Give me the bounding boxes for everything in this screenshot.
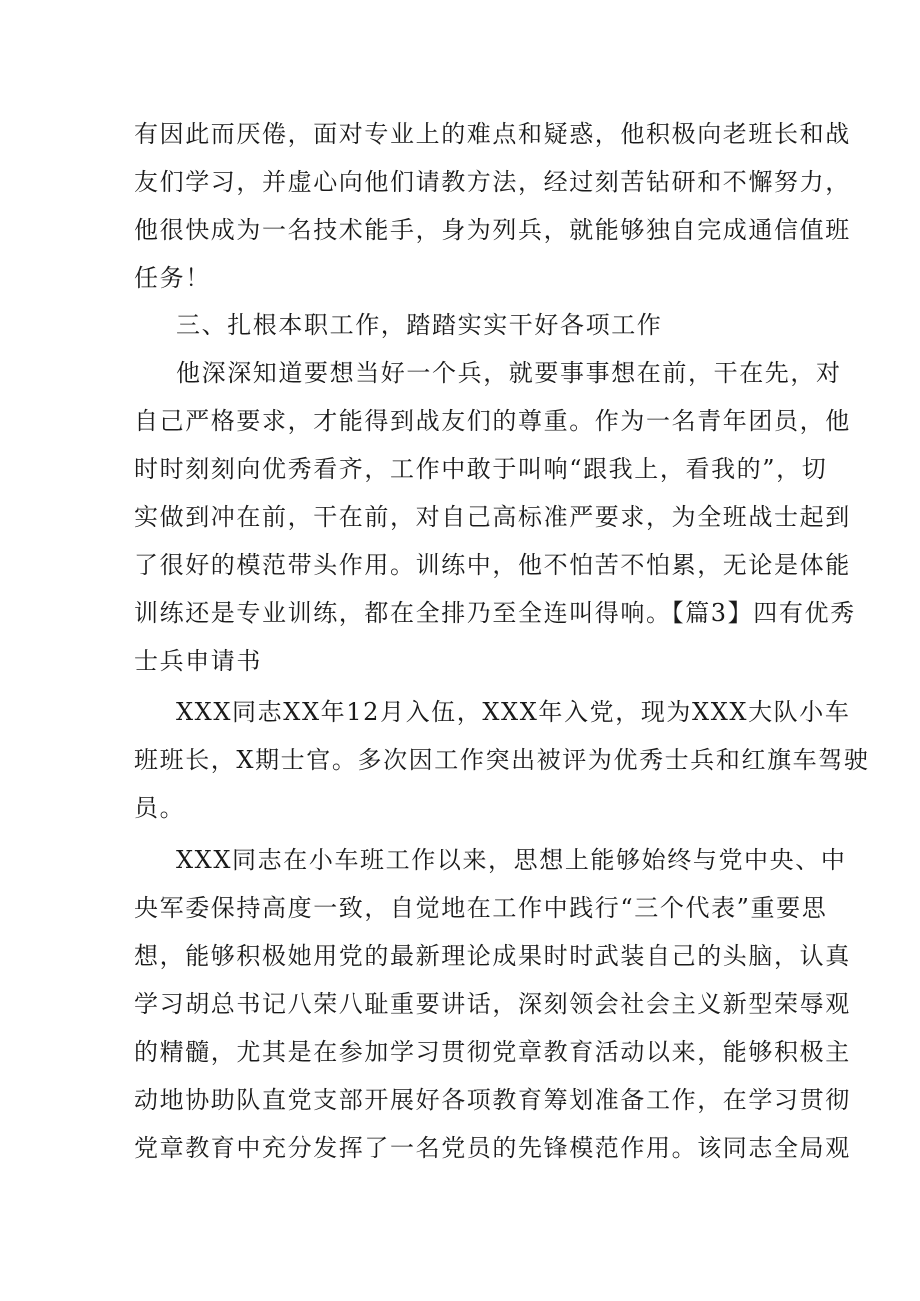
- text-line-11: 训练还是专业训练，都在全排乃至全连叫得响。【篇3】四有优秀: [134, 599, 856, 627]
- text-line-7: 自己严格要求，才能得到战友们的尊重。作为一名青年团员，他: [134, 407, 851, 435]
- text-line-8: 时时刻刻向优秀看齐，工作中敢于叫响“跟我上，看我的”，切: [134, 455, 828, 483]
- text-line-2: 友们学习，并虚心向他们请教方法，经过刻苦钻研和不懈努力，: [134, 168, 851, 196]
- text-line-13: XXX同志XX年12月入伍，XXX年入党，现为XXX大队小车: [176, 698, 851, 726]
- text-line-19: 学习胡总书记八荣八耻重要讲话，深刻领会社会主义新型荣辱观: [134, 990, 851, 1018]
- text-line-12: 士兵申请书: [134, 647, 262, 675]
- text-line-6: 他深深知道要想当好一个兵，就要事事想在前，干在先，对: [176, 359, 842, 387]
- text-line-21: 动地协助队直党支部开展好各项教育筹划准备工作，在学习贯彻: [134, 1086, 851, 1114]
- text-line-17: 央军委保持高度一致，自觉地在工作中践行“三个代表”重要思: [134, 894, 828, 922]
- text-line-22: 党章教育中充分发挥了一名党员的先锋模范作用。该同志全局观: [134, 1134, 851, 1162]
- text-line-10: 了很好的模范带头作用。训练中，他不怕苦不怕累，无论是体能: [134, 551, 851, 579]
- text-line-9: 实做到冲在前，干在前，对自己高标准严要求，为全班战士起到: [134, 503, 851, 531]
- text-line-4: 任务！: [134, 264, 211, 292]
- section-heading-3: 三、扎根本职工作，踏踏实实干好各项工作: [176, 311, 663, 339]
- text-line-1: 有因此而厌倦，面对专业上的难点和疑惑，他积极向老班长和战: [134, 120, 851, 148]
- text-line-16: XXX同志在小车班工作以来，思想上能够始终与党中央、中: [176, 846, 847, 874]
- text-line-18: 想，能够积极她用党的最新理论成果时时武装自己的头脑，认真: [134, 942, 851, 970]
- text-line-15: 员。: [134, 794, 186, 822]
- text-line-14: 班班长，X期士官。多次因工作突出被评为优秀士兵和红旗车驾驶: [134, 746, 870, 774]
- text-line-3: 他很快成为一名技术能手，身为列兵，就能够独自完成通信值班: [134, 216, 851, 244]
- text-line-20: 的精髓，尤其是在参加学习贯彻党章教育活动以来，能够积极主: [134, 1038, 851, 1066]
